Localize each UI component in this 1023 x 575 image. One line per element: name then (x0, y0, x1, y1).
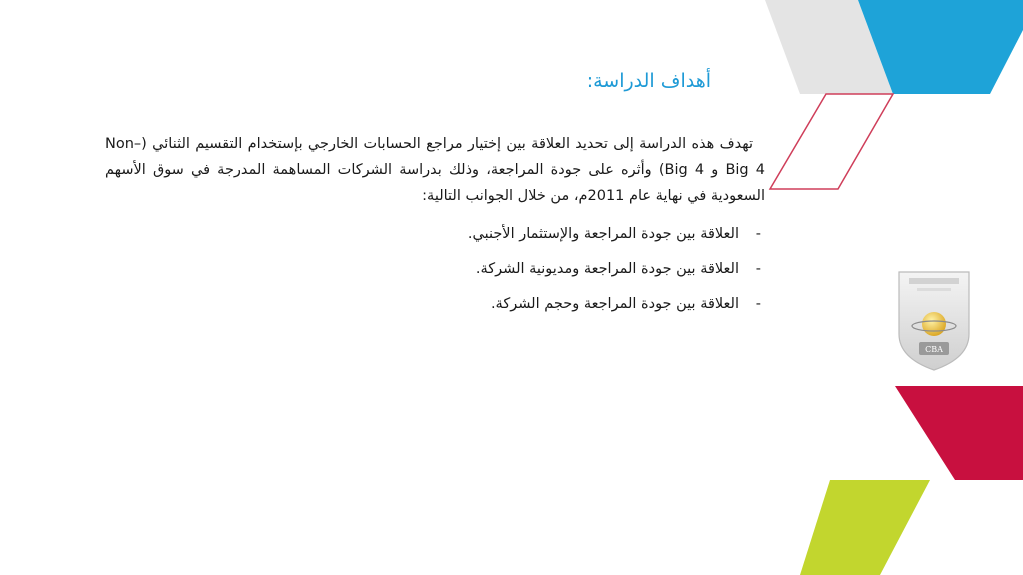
bullet-dash: - (755, 261, 761, 277)
outline-band (770, 94, 893, 189)
logo-text: CBA (925, 345, 943, 354)
item-text: العلاقة بين جودة المراجعة ومديونية الشركة. (475, 261, 739, 277)
list-item (468, 292, 761, 327)
lime-band (800, 480, 930, 575)
bullet-dash: - (755, 226, 761, 242)
bullet-dash: - (755, 296, 761, 312)
objectives-list (468, 222, 761, 327)
intro-paragraph (105, 131, 765, 209)
paragraph-text: تهدف هذه الدراسة إلى تحديد العلاقة بين إختيار مراجع الحسابات الخارجي بإستخدام التقسيم الثنائي (Non– Big 4 و Big 4) وأثره على جودة المراجعة، وذلك بدراسة الشركات المساهمة المدرجة في سوق الأسهم السعودية في نهاية عام 2011م، من خلال الجوانب التالية: (105, 136, 766, 204)
item-text: العلاقة بين جودة المراجعة والإستثمار الأجنبي. (467, 226, 739, 242)
college-logo-icon (895, 268, 973, 372)
list-item (468, 222, 761, 257)
slide-title: أهداف الدراسة: (586, 70, 711, 92)
item-text: العلاقة بين جودة المراجعة وحجم الشركة. (490, 296, 739, 312)
list-item (468, 257, 761, 292)
crimson-band (895, 386, 1023, 480)
